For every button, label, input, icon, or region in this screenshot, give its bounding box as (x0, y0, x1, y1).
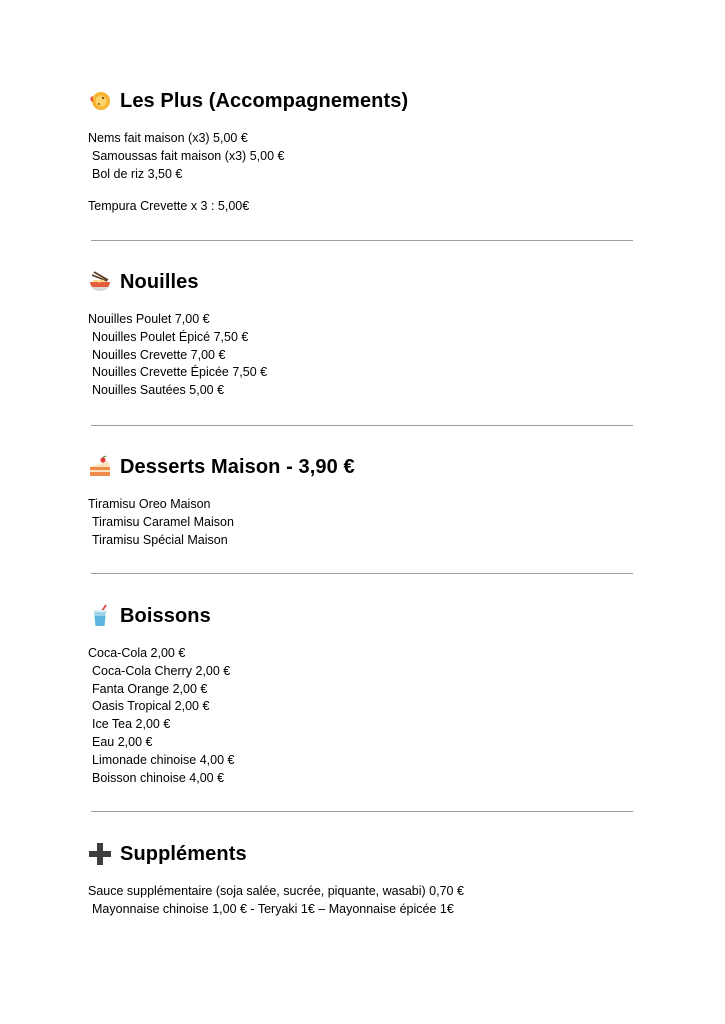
section-title: Les Plus (Accompagnements) (120, 89, 409, 112)
section-divider (91, 573, 633, 574)
list-item: Tempura Crevette x 3 : 5,00€ (88, 199, 250, 214)
list-item: Mayonnaise chinoise 1,00 € - Teryaki 1€ – Mayonnaise épicée 1€ (92, 901, 454, 916)
item-list (88, 883, 648, 919)
section-nouilles (88, 267, 648, 400)
list-item: Eau 2,00 € (92, 734, 153, 749)
list-item: Nouilles Crevette Épicée 7,50 € (92, 365, 268, 380)
list-item: Nouilles Sautées 5,00 € (92, 383, 225, 398)
list-item: Tiramisu Spécial Maison (92, 532, 228, 547)
section-title: Suppléments (120, 842, 247, 865)
list-item: Sauce supplémentaire (soja salée, sucrée, piquante, wasabi) 0,70 € (88, 884, 464, 898)
list-item: Nouilles Crevette 7,00 € (92, 347, 226, 362)
list-item: Limonade chinoise 4,00 € (92, 752, 235, 767)
section-divider (91, 425, 633, 426)
list-item: Nouilles Poulet Épicé 7,50 € (92, 329, 249, 344)
section-title: Desserts Maison - 3,90 € (120, 455, 355, 478)
list-item: Bol de riz 3,50 € (92, 166, 183, 181)
item-list (88, 496, 648, 549)
item-list (88, 130, 648, 216)
plus-icon (88, 842, 112, 866)
section-title: Nouilles (120, 270, 199, 293)
list-item: Nems fait maison (x3) 5,00 € (88, 131, 248, 145)
list-item: Coca-Cola Cherry 2,00 € (92, 663, 231, 678)
list-item: Boisson chinoise 4,00 € (92, 770, 225, 785)
list-item: Samoussas fait maison (x3) 5,00 € (92, 148, 285, 163)
list-item: Tiramisu Caramel Maison (92, 514, 234, 529)
noodle-bowl-icon (88, 270, 112, 294)
section-heading (88, 267, 648, 297)
list-item: Ice Tea 2,00 € (92, 717, 171, 732)
list-item: Oasis Tropical 2,00 € (92, 699, 210, 714)
list-item: Nouilles Poulet 7,00 € (88, 312, 210, 326)
list-item: Coca-Cola 2,00 € (88, 646, 186, 660)
fried-shrimp-icon (88, 89, 112, 113)
section-boissons (88, 601, 648, 787)
item-list (88, 311, 648, 400)
section-heading (88, 601, 648, 631)
list-item: Fanta Orange 2,00 € (92, 681, 208, 696)
section-heading (88, 452, 648, 482)
cup-with-straw-icon (88, 604, 112, 628)
section-heading (88, 86, 648, 116)
section-heading (88, 839, 648, 869)
section-supplements (88, 839, 648, 919)
section-divider (91, 811, 633, 812)
section-les-plus (88, 86, 648, 216)
list-item: Tiramisu Oreo Maison (88, 497, 211, 511)
item-list (88, 645, 648, 787)
section-divider (91, 240, 633, 241)
section-title: Boissons (120, 604, 211, 627)
section-desserts (88, 452, 648, 549)
cake-slice-icon (88, 455, 112, 479)
